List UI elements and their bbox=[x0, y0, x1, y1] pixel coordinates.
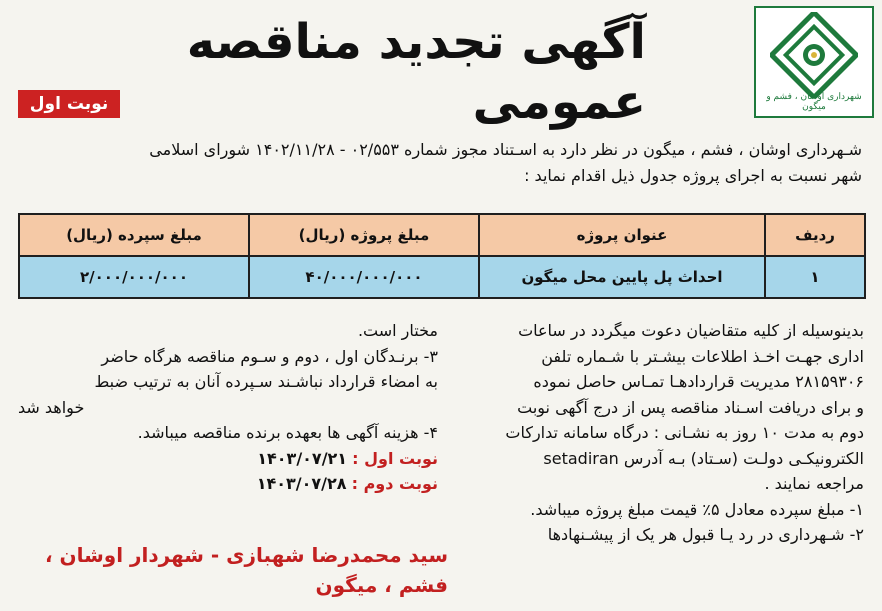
header-deposit-amount: مبلغ سپرده (ریال) bbox=[19, 214, 249, 256]
table-row bbox=[19, 256, 865, 298]
body-line: ۲- شـهرداری در رد یـا قبول هر یک از پیشـنهادها bbox=[547, 525, 864, 544]
notice-headline: آگهی تجدید مناقصه عمومی bbox=[186, 14, 646, 130]
intro-line-2: شهر نسبت به اجرای پروژه جدول ذیل اقدام نماید : bbox=[524, 166, 862, 185]
body-line: ۳- برنـدگان اول ، دوم و سـوم مناقصه هرگاه حاضر bbox=[101, 346, 438, 366]
body-line: بدینوسیله از کلیه متقاضیان دعوت میگردد در ساعات bbox=[518, 321, 864, 340]
body-right-column bbox=[442, 318, 864, 548]
round-2 bbox=[18, 471, 438, 497]
cell-row-number: ۱ bbox=[765, 256, 865, 298]
body-line: ۴- هزینه آگهی ها بعهده برنده مناقصه میباشد. bbox=[137, 423, 438, 442]
signature-line-2: فشم ، میگون bbox=[315, 573, 448, 597]
round-1-date: ۱۴۰۳/۰۷/۲۱ bbox=[257, 448, 348, 468]
round-badge: نوبت اول bbox=[18, 90, 120, 118]
cell-deposit-amount: ۲/۰۰۰/۰۰۰/۰۰۰ bbox=[19, 256, 249, 298]
signature-block bbox=[18, 540, 448, 600]
body-line: ۲۸۱۵۹۳۰۶ مدیریت قراردادهـا تمـاس حاصل نموده bbox=[533, 372, 864, 391]
intro-line-1: شـهرداری اوشان ، فشم ، میگون در نظر دارد به اسـتناد مجوز شماره ۰۲/۵۵۳ - ۱۴۰۲/۱۱/۲۸ شورای اسلامی bbox=[149, 140, 862, 159]
header-project-title: عنوان پروژه bbox=[479, 214, 765, 256]
signature-line-1: سید محمدرضا شهبازی - شهردار اوشان ، bbox=[44, 543, 448, 567]
table-header-row bbox=[19, 214, 865, 256]
body-line: اداری جهـت اخـذ اطلاعات بیشـتر با شـماره تلفن bbox=[541, 346, 864, 366]
round-2-date: ۱۴۰۳/۰۷/۲۸ bbox=[256, 474, 347, 493]
logo-caption: شهرداری اوشان ، فشم و میگون bbox=[766, 92, 862, 112]
body-line: الکترونیکـی دولـت (سـتاد) بـه آدرس setadiran bbox=[543, 448, 864, 468]
round-1-label: نوبت اول : bbox=[352, 448, 438, 468]
project-table bbox=[18, 213, 866, 299]
cell-project-title: احداث پل پایین محل میگون bbox=[479, 256, 765, 298]
body-line: و برای دریافت اسـناد مناقصه پس از درج آگهی نوبت bbox=[517, 397, 864, 417]
header-project-amount: مبلغ پروژه (ریال) bbox=[249, 214, 479, 256]
round-2-label: نوبت دوم : bbox=[351, 474, 438, 493]
body-line: مختار است. bbox=[357, 321, 438, 340]
body-line: دوم به مدت ۱۰ روز به نشـانی : درگاه سامانه تدارکات bbox=[505, 423, 864, 442]
header-row-number: ردیف bbox=[765, 214, 865, 256]
body-line: ۱- مبلغ سپرده معادل ۵٪ قیمت مبلغ پروژه میباشد. bbox=[530, 499, 864, 519]
emblem-icon bbox=[770, 12, 858, 98]
body-left-column bbox=[18, 318, 438, 497]
body-line: مراجعه نمایند . bbox=[764, 474, 864, 493]
round-1 bbox=[18, 446, 438, 472]
body-line: خواهد شد bbox=[18, 397, 85, 417]
cell-project-amount: ۴۰/۰۰۰/۰۰۰/۰۰۰ bbox=[249, 256, 479, 298]
body-line: به امضاء قرارداد نباشـند سـپرده آنان به ترتیب ضبط bbox=[94, 372, 438, 391]
municipality-logo bbox=[754, 6, 874, 118]
